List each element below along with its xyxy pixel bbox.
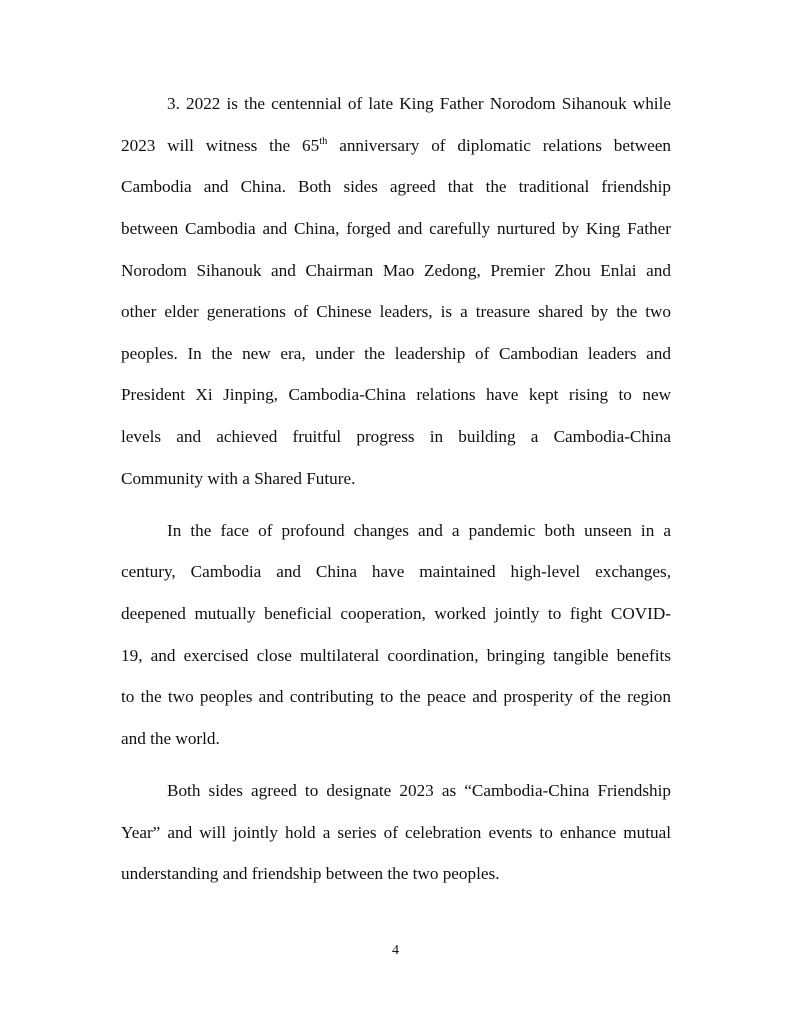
page-number: 4 [392,943,399,958]
paragraph-1-line-1: 3. 2022 is the centennial of late King Father Norodom Sihanouk while [167,94,671,113]
ordinal-superscript: th [319,136,328,147]
paragraph-3-line-2: Year” and will jointly hold a series of celebration events to enhance mutual [121,823,671,842]
paragraph-2-line-4: 19, and exercised close multilateral coordination, bringing tangible benefits [121,646,671,665]
paragraph-1-line-2 [121,136,671,156]
paragraph-3-line-3: understanding and friendship between the two peoples. [121,864,500,883]
paragraph-1-line-5: Norodom Sihanouk and Chairman Mao Zedong, Premier Zhou Enlai and [121,261,671,280]
paragraph-2-line-3: deepened mutually beneficial cooperation, worked jointly to fight COVID- [121,604,671,623]
paragraph-1-line-9: levels and achieved fruitful progress in building a Cambodia-China [121,427,671,446]
paragraph-1-line-7: peoples. In the new era, under the leadership of Cambodian leaders and [121,344,671,363]
paragraph-1-line-4: between Cambodia and China, forged and carefully nurtured by King Father [121,219,671,238]
paragraph-1-line-10: Community with a Shared Future. [121,469,356,488]
paragraph-1-line-3: Cambodia and China. Both sides agreed that the traditional friendship [121,177,671,196]
paragraph-1-line-2-after: anniversary of diplomatic relations between [327,136,671,155]
paragraph-2-line-2: century, Cambodia and China have maintained high-level exchanges, [121,562,671,581]
paragraph-2-line-6: and the world. [121,729,220,748]
paragraph-3-line-1: Both sides agreed to designate 2023 as “Cambodia-China Friendship [167,781,671,800]
paragraph-1-line-2-before: 2023 will witness the 65 [121,136,320,155]
paragraph-2-line-5: to the two peoples and contributing to the peace and prosperity of the region [121,687,671,706]
paragraph-2-line-1: In the face of profound changes and a pandemic both unseen in a [167,521,671,540]
paragraph-1-line-6: other elder generations of Chinese leaders, is a treasure shared by the two [121,302,671,321]
paragraph-1-line-8: President Xi Jinping, Cambodia-China relations have kept rising to new [121,385,671,404]
